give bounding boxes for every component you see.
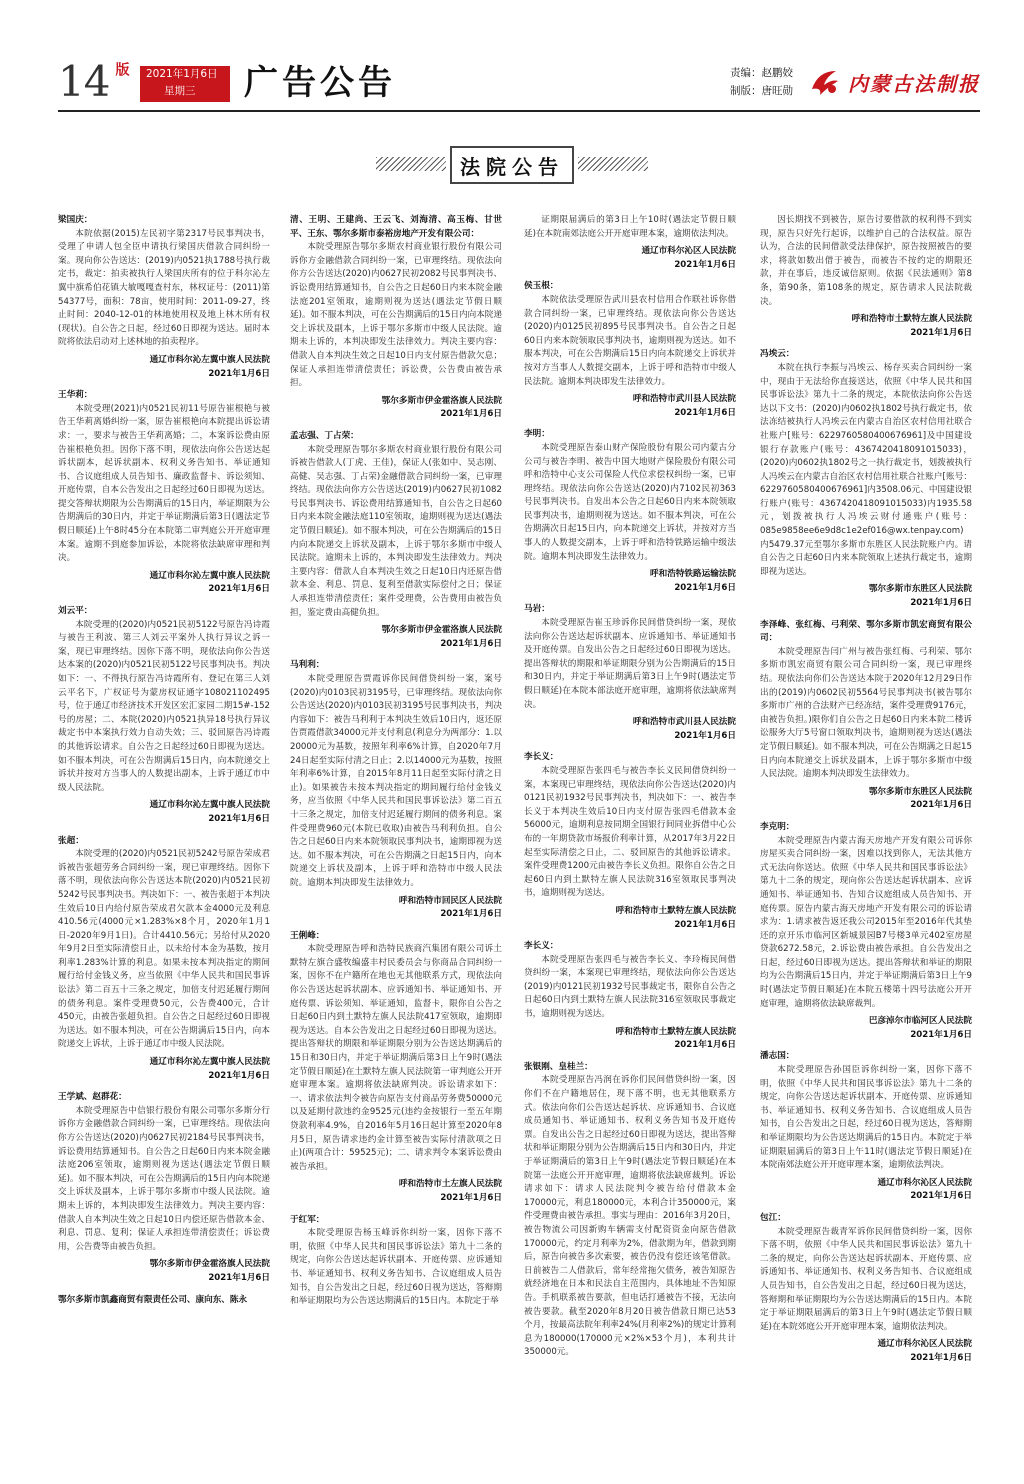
notice-recipient: 王华莉： (58, 390, 93, 401)
notice-recipient: 张银刚、皇桂兰： (524, 1061, 593, 1072)
issuing-court: 鄂尔多斯市伊金霍洛旗人民法院 (381, 395, 502, 406)
court-notice (290, 430, 502, 652)
notice-date: 2021年1月6日 (440, 1192, 502, 1203)
notice-body: 本院受理原告崔玉珍诉你民间借贷纠纷一案，现依法向你公告送达起诉状副本、应诉通知书、举证通知书及开庭传票。自发出公告之日起经过60日即视为送达。提出答辩状的期限和举证期限分别为公告期满后的15日和30日内，并定于举证期满后第3日上午9时(遇法定节假日顺延)在本院本部法庭开庭审理，逾期将依法缺席判决。 (524, 618, 736, 710)
notice-date: 2021年1月6日 (674, 1040, 736, 1051)
notice-recipient: 李长义： (524, 752, 559, 763)
newspaper-logo (808, 62, 980, 102)
notice-body: 本院受理原告鄂尔多斯农村商业银行股份有限公司诉你方金融借款合同纠纷一案，已审理终结。现依法向你方公告送达(2020)内0627民初2082号民事判决书、诉讼费用结算通知书，自公告之日起60日内来本院金融法庭201室领取，逾期则视为送达(遇法定节假日顺延)。如不服本判决，可在公告期满后的15日内向本院递交上诉状及副本，上诉于鄂尔多斯市中级人民法院。逾期未上诉的，本判决即发生法律效力。判决主要内容：借款人自本判决生效之日起10日内支付原告借款欠息；保证人承担连带清偿责任；诉讼费，公告费由被告承担。 (290, 242, 502, 389)
court-notice (290, 214, 502, 422)
court-notice (290, 930, 502, 1206)
notice-date: 2021年1月6日 (674, 730, 736, 741)
notice-body: 本院受理原告闫广州与被告张红梅、弓利荣、鄂尔多斯市凯宏商贸有限公司合同纠纷一案，现已审理终结。现依法向你们公告送达本院于2020年12月29日作出的(2019)内0602民初5564号民事判决书(被告鄂尔多斯市广州的合法财产已经冻结，案件受理费9176元，由被告负担。)限你们自公告之日起60日内来本院二楼诉讼服务大厅5号窗口领取判决书，逾期则视为送达(遇法定节假日顺延)。如不服本判决，可在公告期满之日起15日内向本院递交上诉状及副本，上诉于鄂尔多斯市中级人民法院。逾期本判决即发生法律效力。 (760, 646, 972, 780)
issuing-court: 呼和浩特市武川县人民法院 (632, 717, 736, 728)
notice-body: 本院受理原告泰山财产保险股份有限公司内蒙古分公司与被告李明、被告中国大地财产保险股份有限公司呼和浩特中心支公司保险人代位求偿权纠纷一案，已审理终结。现依法向你公告送达(2020)内7102民初363号民事判决书。自发出本公告之日起60日内来本院领取民事判决书，逾期则视为送达。如不服本判决，可在公告期满次日起15日内，向本院递交上诉状，并按对方当事人的人数提交副本，上诉于呼和浩特铁路运输中级法院。逾期本判决即发生法律效力。 (524, 442, 736, 562)
notice-recipient: 孟志强、丁占荣： (290, 430, 359, 441)
issuing-court: 通辽市科尔沁左翼中旗人民法院 (149, 354, 270, 365)
issuing-court: 呼和浩特市土默特左旗人民法院 (851, 314, 972, 325)
notice-recipient: 张超： (58, 835, 84, 846)
issuing-court: 通辽市科尔沁区人民法院 (877, 1339, 972, 1350)
notice-date: 2021年1月6日 (208, 584, 270, 595)
notice-body: 本院受理原告呼和浩特民族商汽集团有限公司诉土默特左旗合盛牧编盛丰村民委员会与你商品合同纠纷一案，因你不在户籍所在地也无其他联系方式，现依法向你公告送达起诉状副本、应诉通知书、举证通知书、开庭传票、诉讼须知、举证通知，监督卡，限你自公告之日起60日内到土默特左旗人民法院417室领取，逾期即视为送达。自本公告发出之日起经过60日即视为送达。提出答辩状的期限和举证期限分别为公告送达期满后的15日和30日内，并定于举证期满后第3日上午9时(遇法定节假日顺延)在土默特左旗人民法院第一审判庭公开开庭审理本案。逾期将依法缺席判决。诉讼请求如下：一、请求依法判令被告向原告支付商品劳务费50000元以及延期付款违约金9525元(违约金按银行一至五年期贷款利率4.9%，自2016年5月16日起计算至2020年8月5日，原告请求违约金计算至被告实际付清款项之日止)(两项合计：59525元)；二、请求判令本案诉讼费由被告承担。 (290, 944, 502, 1172)
banner-stripe-right (578, 157, 648, 171)
notice-date: 2021年1月6日 (674, 919, 736, 930)
notice-body: 本院受理原告冯润在诉你们民间借贷纠纷一案，因你们不在户籍地居住，现下落不明，也无其他联系方式。依法向你们公告送达起诉状、应诉通知书、合议庭成员通知书、举证通知书、权利义务告知书及开庭传票。自发出公告之日起经过60日即视为送达，提出答辩状和举证期限分别为公告期满后15日内和30日内，并定于举证期满后的第3日上午9时(遇法定节假日顺延)在本院第一法庭公开开庭审理，逾期将依法缺席裁判。诉讼请求如下：请求人民法院判令被告给付借款本金170000元，利息180000元，本利合计350000元，案件受理费由被告承担。事实与理由：2016年3月20日，被告物流公司因新购车辆需支付配资资金向原告借款170000元，约定月利率为2%，借款期为年，借款到期后，原告向被告多次索要，被告仍没有偿还该笔借款。日前被告二人借款后，常年经常拖欠债务，被告知原告就经济地在日本和民法自主范围内，具体地址不告知原告。手机联系被告要款，但电话打通被告不接，无法向被告要款。截至2020年8月20日被告借款日期已达53个月，按最高法院年利率24%(月利率2%)的规定计算利息为180000(170000元×2%×53个月)，本利共计350000元。 (524, 1075, 736, 1358)
notice-date: 2021年1月6日 (910, 800, 972, 811)
court-notice (524, 1061, 736, 1360)
page-suffix: 版 (113, 62, 130, 76)
notice-recipient: 李泽峰、张红梅、弓利荣、鄂尔多斯市凯宏商贸有限公司： (760, 619, 972, 644)
issuing-court: 鄂尔多斯市东胜区人民法院 (868, 584, 972, 595)
court-notice (58, 214, 270, 381)
masthead (58, 57, 980, 108)
notice-date: 2021年1月6日 (208, 368, 270, 379)
notice-body: 本院受理(2021)内0521民初11号原告崔根艳与被告王华莉离婚纠纷一案，原告崔根艳向本院提出诉讼请求：一，要求与被告王华莉离婚；二，本案诉讼费由原告崔根艳负担。因你下落不明，现依法向你公告送达起诉状副本，起诉状副本、权利义务告知书、举证通知书、合议庭组成人员告知书、廉政监督卡、诉讼须知、开庭传票，自本公告发出之日起经过60日即视为送达。提交答辩状期限为公告期满后的15日内，举证期限为公告期满后的30日内，并定于举证期满后第3日(遇法定节假日顺延)上午8时45分在本院第二审判庭公开开庭审理本案。逾期不到庭参加诉讼，本院将依法缺席审理和判决。 (58, 403, 270, 564)
issuing-court: 呼和浩特铁路运输法院 (650, 569, 736, 580)
masthead-rule (58, 110, 980, 112)
court-notice (760, 619, 972, 813)
page-number (58, 57, 131, 106)
notice-date: 2021年1月6日 (674, 582, 736, 593)
notice-body: 本院受理原告孙国臣诉你纠纷一案，因你下落不明，依照《中华人民共和国民事诉讼法》第九十二条的规定，向你公告送达起诉状副本、开庭传票、应诉通知书、举证通知书、权利义务告知书、合议庭组成人员告知书，自公告发出之日起，经过60日视为送达，答辩期和举证期限均为公告送达期满后的15日内。本院定于举证期限届满后的第3日上午11时(遇法定节假日顺延)在本院南郊法庭公开开庭审理本案，逾期依法判决。 (760, 1065, 972, 1171)
notice-body: 本院受理的(2020)内0521民初5122号原告冯诗霞与被告王利波、第三人刘云平案外人执行异议之诉一案，现已审理终结。因你下落不明，现依法向你公告送达本案的(2020)内0521民初5122号民事判决书。判决如下：一、不得执行原告冯诗霞所有、登记在第三人刘云平名下，广权证号为蒙房权证通字108021102495号，位于通辽市经济技术开发区宏汇家园二期15#-152号的房屋；二、本院(2020)内0521执异18号执行异议裁定书中本案执行效力自动失效；三、驳回原告冯诗霞的其他诉讼请求。自公告之日起经过60日即视为送达。如不服本判决，可在公告期满后15日内，向本院递交上诉状并按对方当事人的人数提出副本，上诉于通辽市中级人民法院。 (58, 619, 270, 793)
page-number-value: 14 (58, 57, 110, 106)
notice-recipient: 李长义： (524, 941, 559, 952)
notice-recipient: 王俐峰： (290, 930, 325, 941)
notice-body: 证期限届满后的第3日上午10时(遇法定节假日顺延)在本院南郊法庭公开开庭审理本案，逾期依法判决。 (524, 215, 736, 239)
court-notice (58, 605, 270, 827)
notice-date: 2021年1月6日 (674, 407, 736, 418)
notice-recipient: 冯埃云： (760, 349, 795, 360)
notice-recipient: 侯玉根： (524, 281, 559, 292)
banner-stripe-left (376, 157, 446, 171)
issuing-court: 巴彦淖尔市临河区人民法院 (868, 1016, 972, 1027)
notice-date: 2021年1月6日 (208, 1272, 270, 1283)
notice-date: 2021年1月6日 (910, 1191, 972, 1202)
notice-body: 本院受理原告鄂尔多斯农村商业银行股份有限公司诉被告借款人(丁虎、王佳)，保证人(张如中、吴志刚、高健、吴志强、丁占荣)金融借款合同纠纷一案，已审理终结。现依法向你方公告送达(2019)内0627民初1082号民事判决书、诉讼费用结算通知书，自公告之日起60日内来本院金融法庭110室领取，逾期则视为送达(遇法定节假日顺延)。如不服本判决，可在公告期满后的15日内向本院递交上诉状及副本，上诉于鄂尔多斯市中级人民法院。逾期未上诉的，本判决即发生法律效力。判决主要内容：借款人自本判决生效之日起10日内还原告借款本金、利息、罚息、复利至借款实际偿付之日；保证人承担连带清偿责任；案件受理费，公告费用由被告负担，鉴定费由高健负担。 (290, 444, 502, 618)
notice-date: 2021年1月6日 (910, 1352, 972, 1363)
issuing-court: 鄂尔多斯市伊金霍洛旗人民法院 (381, 625, 502, 636)
court-notice (760, 214, 972, 340)
issuing-court: 鄂尔多斯市伊金霍洛旗人民法院 (149, 1259, 270, 1270)
notice-body: 本院受理原告张四毛与被告李长义民间借贷纠纷一案，本案现已审理终结，现依法向你公告送达(2020)内0121民初1932号民事判决书，判决如下：一、被告李长义于本判决生效后10日内支付原告张四毛借款本金56000元，逾期利息按同期全国银行间同业拆借中心公布的一年期贷款市场报价利率计算，从2017年3月22日起至实际清偿之日止，二、驳回原告的其他诉讼请求。案件受理费1200元由被告李长义负担。限你自公告之日起60日内到土默特左旗人民法院316室领取民事判决书，逾期则视为送达。 (524, 765, 736, 899)
court-notice (58, 1294, 270, 1308)
notice-body: 本院依法受理原告武川县农村信用合作联社诉你借款合同纠纷一案，已审理终结。现依法向你公告送达(2020)内0125民初895号民事判决书。自公告之日起60日内来本院领取民事判决书，逾期则视为送达。如不服本判决，可在公告期满后15日内向本院递交上诉状并按对方当事人人数提交副本，上诉于呼和浩特市中级人民法院。逾期本判决即发生法律效力。 (524, 294, 736, 387)
court-notice (524, 940, 736, 1053)
court-notice (524, 280, 736, 420)
court-notice (760, 821, 972, 1043)
banner-box (450, 146, 574, 184)
section-banner (376, 140, 648, 190)
notice-date: 2021年1月6日 (440, 909, 502, 920)
issuing-court: 通辽市科尔沁区人民法院 (877, 1177, 972, 1188)
court-notice (760, 1050, 972, 1204)
issue-weekday: 星期三 (164, 85, 196, 97)
notice-body: 本院受理原告中信银行股份有限公司鄂尔多斯分行诉你方金融借款合同纠纷一案，已审理终结。现依法向你方公告送达(2020)内0627民初2184号民事判决书，诉讼费用结算通知书。自公告之日起60日内来本院金融法庭206室领取，逾期则视为送达(遇法定节假日顺延)。如不服本判决，可在公告期满后的15日内向本院递交上诉状及副本，上诉于鄂尔多斯市中级人民法院。逾期未上诉的，本判决即发生法律效力。判决主要内容：借款人自本判决生效之日起10日内偿还原告借款本金、利息、罚息、复利；保证人承担连带清偿责任；诉讼费用，公告费等由被告负担。 (58, 1105, 270, 1252)
notice-body: 本院受理原告贾霞诉你民间借贷纠纷一案，案号(2020)内0103民初3195号，已审理终结。现依法向你公告送达(2020)内0103民初3195号民事判决书，判决内容如下：被告马利利于本判决生效后10日内，返还原告贾霞借款34000元并支付利息(利息分为两部分：1.以20000元为基数，按照年利率6%计算，自2020年7月24日起至实际付清之日止；2.以14000元为基数，按照年利率6%计算，自2015年8月11日起至实际付清之日止)。如果被告未按本判决指定的期间履行给付金钱义务，应当依照《中华人民共和国民事诉讼法》第二百五十三条之规定，加倍支付迟延履行期间的债务利息。案件受理费960元(本院已收取)由被告马利利负担。自公告之日起60日内来本院领取民事判决书，逾期即视为送达。如不服本判决，可在公告期满之日起15日内，向本院递交上诉状及副本，上诉于呼和浩特市中级人民法院。逾期本判决即发生法律效力。 (290, 674, 502, 888)
notice-body: 本院受理原告裁青军诉你民间借贷纠纷一案，因你下落不明，依照《中华人民共和国民事诉讼法》第九十二条的规定，向你公告送达起诉状副本、开庭传票、应诉通知书、举证通知书、权利义务告知书、合议庭组成人员告知书，自公告发出之日起，经过60日视为送达，答辩期和举证期限均为公告送达期满后的15日内。本院定于举证期限届满后的第3日上午9时(遇法定节假日顺延)在本院郊庭公开开庭审理本案，逾期依法判决。 (760, 1226, 972, 1332)
notice-recipient: 包江： (760, 1212, 786, 1223)
notice-recipient: 鄂尔多斯市凯鑫商贸有限责任公司、康向东、陈永 (58, 1294, 248, 1305)
newspaper-name: 内蒙古法制报 (848, 71, 980, 96)
issue-date-block (140, 66, 230, 102)
logo-emblem-icon (808, 65, 842, 99)
issuing-court: 通辽市科尔沁区人民法院 (641, 246, 736, 257)
editor-credit: 责编：赵鹏姣 (730, 67, 793, 79)
issuing-court: 呼和浩特市土左旗人民法院 (398, 1179, 502, 1190)
notice-body: 本院受理原告内蒙古海天房地产开发有限公司诉你房屋买卖合同纠纷一案，因难以找到你人，无法其他方式无法向你送达。依照《中华人民共和国民事诉讼法》第九十二条的规定，现向你公告送达起诉状副本、应诉通知书、举证通知书、告知合议庭组成人员告知书、开庭传票。原告内蒙古海天房地产开发有限公司的诉讼请求为：1.请求被告返还我公司2015年至2016年代其垫还的京开乐市临河区新城景园B7号楼3单元402室房屋贷款6272.58元，2.诉讼费由被告承担。自公告发出之日起，经过60日即视为送达。提出答辩状和举证的期限均为公告期满后15日内，并定于举证期满后第3日上午9时(遇法定节假日顺延)在本院五楼第十四号法庭公开开庭审理，逾期将依法缺席裁判。 (760, 835, 972, 1009)
issuing-court: 通辽市科尔沁左翼中旗人民法院 (149, 1057, 270, 1068)
court-notice (58, 1091, 270, 1285)
section-title: 广告公告 (244, 63, 396, 103)
court-notice (524, 603, 736, 743)
credits (730, 64, 793, 100)
court-notice (760, 348, 972, 610)
notice-body: 本院受理的(2020)内0521民初5242号原告荣成君诉被告张超劳务合同纠纷一案，现已审理终结。因你下落不明，现依法向你公告送达本院(2020)内0521民初5242号民事判决书。判决如下：一、被告张超于本判决生效后10日内给付原告荣成君欠款本金4000元及利息410.56元(4000元×1.283%×8个月，2020年1月1日-2020年9月1日)。合计4410.56元；另给付从2020年9月2日至实际清偿日止，以未给付本金为基数，按月利率1.283%计算的利息。如果未按本判决指定的期间履行给付金钱义务，应当依照《中华人民共和国民事诉讼法》第二百五十三条之规定，加倍支付迟延履行期间的债务利息。案件受理费50元，公告费400元，合计450元，由被告张超负担。自公告之日起经过60日即视为送达。如不服本判决，可在公告期满后15日内，向本院递交上诉状，上诉于通辽市中级人民法院。 (58, 849, 270, 1050)
notice-body: 本院在执行李振与冯埃云、杨存买卖合同纠纷一案中，现由于无法给你直接送达，依照《中华人民共和国民事诉讼法》第九十二条的规定，本院依法向你公告送达以下文书：(2020)内0602执1802号执行裁定书，依法冻结被执行人冯埃云在内蒙古自治区农村信用社联合社账户[账号：6229760580400676961]及中国建设银行存款账户(账号：4367420418091015033)，(2020)内0602执1802号之一执行裁定书，划拨被执行人冯埃云在内蒙古自治区农村信用社联合社账户[账号：6229760580400676961]内3508.06元、中国建设银行账户(账号：4367420418091015033)内1935.58元，划拨被执行人冯埃云财付通账户(账号：085e9858ee6e9d8c1e2ef016@wx.tenpay.com)内5479.37元至鄂尔多斯市东胜区人民法院账户内。请自公告之日起60日内来本院领取上述执行裁定书，逾期即视为送达。 (760, 362, 972, 577)
designer-credit: 制版：唐旺勋 (730, 85, 793, 97)
court-notice (290, 659, 502, 921)
court-notice (290, 1214, 502, 1309)
court-notice (524, 428, 736, 595)
issuing-court: 通辽市科尔沁左翼中旗人民法院 (149, 800, 270, 811)
banner-title: 法院公告 (460, 154, 564, 179)
issuing-court: 通辽市科尔沁左翼中旗人民法院 (149, 570, 270, 581)
issuing-court: 呼和浩特市土默特左旗人民法院 (615, 905, 736, 916)
court-notice (58, 389, 270, 597)
notice-column-4 (760, 214, 972, 1374)
notice-recipient: 李明： (524, 429, 550, 440)
issuing-court: 呼和浩特市土默特左旗人民法院 (615, 1026, 736, 1037)
notice-column-1 (58, 214, 270, 1309)
notice-recipient: 李克明： (760, 821, 795, 832)
notice-date: 2021年1月6日 (440, 409, 502, 420)
notice-body: 本院依据(2015)左民初字第2317号民事判决书，受理了申请人包全臣申请执行梁国庆借款合同纠纷一案。现向你公告送达：(2019)内0521执1788号执行裁定书，裁定：拍卖被执行人梁国庆所有的位于科尔沁左翼中旗希伯花镇大敏嘎嘎查村东，林权证号：(2011)第54377号，面积：78亩，使用时间：2011-09-27，终止时间：2040-12-01的林地使用权及地上林木所有权(现状)。自公告之日起，经过60日即视为送达。届时本院将依法启动对上述林地的拍卖程序。 (58, 228, 270, 348)
notice-column-2 (290, 214, 502, 1311)
notice-recipient: 梁国庆： (58, 215, 93, 225)
court-notice (524, 751, 736, 932)
court-notice (760, 1212, 972, 1366)
notice-recipient: 清、王明、王建尚、王云飞、刘海清、高玉梅、甘世平、王东、鄂尔多斯市泰裕房地产开发有限公司： (290, 215, 502, 239)
issue-date: 2021年1月6日 (146, 68, 218, 80)
notice-column-3 (524, 214, 736, 1362)
court-notice (524, 214, 736, 272)
notice-date: 2021年1月6日 (674, 259, 736, 270)
notice-date: 2021年1月6日 (910, 598, 972, 609)
issuing-court: 呼和浩特市回民区人民法院 (398, 895, 502, 906)
notice-date: 2021年1月6日 (440, 638, 502, 649)
notice-recipient: 王学斌、赵群花： (58, 1092, 127, 1103)
issuing-court: 鄂尔多斯市东胜区人民法院 (868, 786, 972, 797)
court-notice (58, 835, 270, 1084)
notice-body: 本院受理原告张四毛与被告李长义、李玲梅民间借贷纠纷一案，本案现已审理终结，现依法向你公告送达(2019)内0121民初1932号民事裁定书，限你自公告之日起60日内到土默特左旗人民法院316室领取民事裁定书，逾期则视为送达。 (524, 954, 736, 1020)
notice-date: 2021年1月6日 (208, 1070, 270, 1081)
notice-date: 2021年1月6日 (910, 1029, 972, 1040)
issuing-court: 呼和浩特市武川县人民法院 (632, 394, 736, 405)
notice-recipient: 于红军： (290, 1214, 325, 1225)
notice-date: 2021年1月6日 (208, 813, 270, 824)
notice-body: 因长期找不到被告，原告讨要借款的权利得不到实现，原告只好先行起诉，以维护自己的合法权益。原告认为，合法的民间借款受法律保护，原告按照被告的要求，将款如数出借于被告，而被告不按约定的期限还款，并在事后，违反诚信原则。依据《民法通则》第8条，第90条，第108条的规定，原告请求人民法院裁决。 (760, 215, 972, 307)
notice-date: 2021年1月6日 (910, 327, 972, 338)
notice-recipient: 马利利： (290, 660, 325, 671)
notice-recipient: 马岩： (524, 604, 550, 615)
notice-recipient: 潘志国： (760, 1051, 795, 1062)
notice-body: 本院受理原告杨玉峰诉你纠纷一案，因你下落不明，依照《中华人民共和国民事诉讼法》第九十二条的规定，向你公告送达起诉状副本、开庭传票、应诉通知书、举证通知书、权利义务告知书、合议庭组成人员告知书，自公告发出之日起，经过60日视为送达，答辩期和举证期限均为公告送达期满后的15日内。本院定于举 (290, 1228, 502, 1307)
notice-recipient: 刘云平： (58, 606, 93, 617)
